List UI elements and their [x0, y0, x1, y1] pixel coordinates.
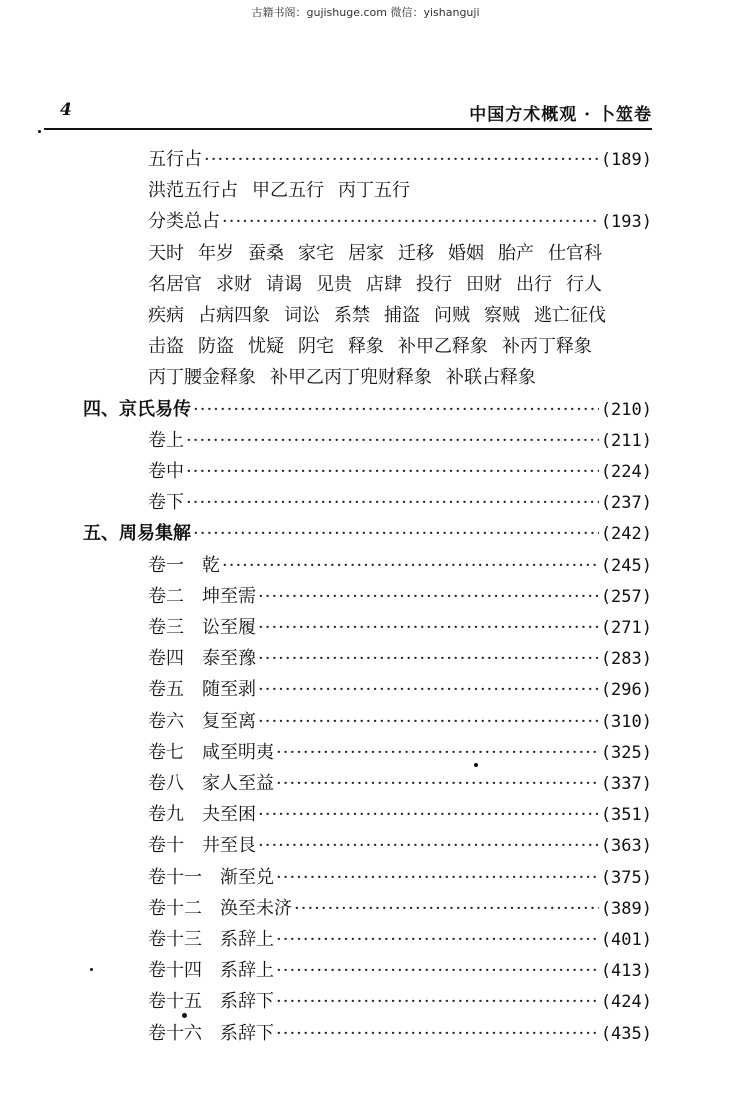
toc-entry-label: 卷四 泰至豫 [148, 648, 256, 670]
toc-subtopic: 出行 [516, 273, 552, 295]
toc-entry-label: 卷下 [148, 492, 184, 514]
toc-line [0, 145, 731, 175]
toc-subtopic: 逃亡征伐 [534, 305, 606, 326]
dot-leader [186, 430, 599, 451]
dot-leader [258, 835, 599, 856]
toc-page-number: (401) [600, 930, 652, 950]
toc-entry[interactable] [148, 863, 652, 889]
dot-leader [276, 991, 599, 1012]
toc-entry-label: 卷九 夬至困 [148, 804, 256, 826]
toc-line [0, 270, 731, 300]
dot-leader [276, 929, 599, 950]
toc-subtopic: 仕官科 [548, 242, 602, 264]
toc-subtopic: 婚姻 [448, 242, 484, 264]
toc-entry-label: 卷十五 系辞下 [148, 991, 274, 1013]
dot-leader [258, 586, 599, 607]
toc-page-number: (310) [600, 711, 652, 732]
toc-subtopic: 忧疑 [248, 336, 284, 358]
toc-page-number: (193) [600, 212, 652, 233]
dot-leader [276, 742, 599, 763]
toc-page-number: (296) [600, 680, 652, 701]
toc-entry-label: 卷十三 系辞上 [148, 929, 274, 950]
toc-line [0, 551, 731, 581]
toc-line [0, 675, 731, 705]
dot-leader [258, 648, 599, 669]
toc-entry-label: 卷七 咸至明夷 [148, 741, 274, 763]
toc-entry[interactable] [148, 800, 652, 826]
toc-entry-label: 卷八 家人至益 [148, 773, 274, 794]
toc-entry-label: 卷六 复至离 [148, 710, 256, 732]
toc-entry-label: 四、京氏易传 [83, 398, 191, 420]
scan-speck [182, 1013, 187, 1018]
toc-entry-label: 卷中 [148, 461, 184, 482]
toc-subtopic: 投行 [416, 273, 452, 295]
toc-subtopic: 丙丁腰金释象 [148, 367, 256, 389]
dot-leader [186, 492, 599, 513]
toc-line [0, 800, 731, 830]
dot-leader [258, 617, 599, 638]
toc-subtopic: 释象 [348, 336, 384, 358]
toc-subtopic: 田财 [466, 273, 502, 295]
toc-page-number: (237) [600, 493, 652, 514]
toc-entry-label: 卷十一 渐至兑 [148, 866, 274, 888]
toc-line [0, 488, 731, 518]
toc-subtopic: 迁移 [398, 242, 434, 264]
toc-subtopic: 丙丁五行 [338, 180, 410, 202]
dot-leader [258, 711, 599, 732]
toc-subtopic: 家宅 [298, 242, 334, 264]
toc-line [0, 207, 731, 237]
toc-entry[interactable] [148, 707, 652, 733]
scan-speck [38, 130, 41, 133]
toc-subtopic: 甲乙五行 [252, 180, 324, 202]
dot-leader [204, 149, 599, 170]
toc-entry-label: 五行占 [148, 149, 202, 170]
dot-leader [186, 461, 599, 482]
toc-subtopics [148, 332, 606, 358]
toc-page-number: (283) [600, 649, 652, 670]
toc-entry-label: 五、周易集解 [83, 523, 191, 545]
toc-page-number: (413) [600, 961, 652, 982]
toc-page-number: (189) [600, 150, 652, 170]
toc-subtopics [148, 270, 616, 296]
toc-entry[interactable] [148, 831, 652, 857]
toc-entry[interactable] [148, 145, 652, 171]
toc-page-number: (257) [600, 586, 652, 607]
toc-line [0, 987, 731, 1017]
toc-line [0, 863, 731, 893]
toc-page-number: (389) [600, 898, 652, 919]
toc-entry[interactable] [148, 769, 652, 795]
toc-section-entry[interactable] [83, 519, 652, 545]
watermark-text: 古籍书阁：gujishuge.com 微信：yishanguji [251, 6, 480, 19]
toc-subtopic: 请谒 [266, 273, 302, 295]
toc-subtopics [148, 176, 424, 202]
toc-subtopic: 求财 [216, 273, 252, 295]
toc-entry-label: 卷十六 系辞下 [148, 1022, 274, 1044]
toc-line [0, 707, 731, 737]
toc-entry[interactable] [148, 1019, 652, 1045]
toc-page-number: (337) [600, 774, 652, 794]
toc-entry-label: 卷三 讼至履 [148, 617, 256, 638]
toc-subtopic: 补甲乙释象 [398, 336, 488, 358]
toc-subtopic: 天时 [148, 242, 184, 264]
toc-subtopic: 年岁 [198, 242, 234, 264]
toc-subtopics [148, 239, 616, 265]
toc-entry-label: 卷十 井至艮 [148, 835, 256, 857]
toc-entry-label: 卷上 [148, 429, 184, 451]
toc-entry-label: 分类总占 [148, 211, 220, 233]
toc-page-number: (424) [600, 992, 652, 1013]
toc-entry[interactable] [148, 644, 652, 670]
toc-line [0, 831, 731, 861]
toc-subtopic: 胎产 [498, 242, 534, 264]
toc-line [0, 363, 731, 393]
scan-speck [90, 968, 93, 971]
toc-subtopic: 问贼 [434, 305, 470, 326]
toc-entry-label: 卷二 坤至需 [148, 585, 256, 607]
dot-leader [193, 399, 599, 420]
toc-line [0, 332, 731, 362]
toc-subtopic: 词讼 [284, 305, 320, 326]
toc-page-number: (435) [600, 1023, 652, 1044]
toc-entry-label: 卷十二 涣至未济 [148, 897, 292, 919]
toc-page-number: (210) [600, 399, 652, 420]
page-number: 4 [60, 100, 72, 120]
toc-subtopic: 防盗 [198, 336, 234, 358]
toc-entry-label: 卷十四 系辞上 [148, 960, 274, 982]
toc-page-number: (224) [600, 462, 652, 482]
toc-subtopic: 察贼 [484, 305, 520, 326]
dot-leader [258, 804, 599, 825]
toc-page-number: (325) [600, 742, 652, 763]
toc-subtopic: 补丙丁释象 [502, 336, 592, 358]
toc-line [0, 738, 731, 768]
toc-line [0, 925, 731, 955]
toc-line [0, 644, 731, 674]
toc-entry[interactable] [148, 488, 652, 514]
toc-line [0, 457, 731, 487]
dot-leader [276, 1023, 599, 1044]
toc-line [0, 956, 731, 986]
toc-entry[interactable] [148, 426, 652, 452]
toc-subtopics [148, 363, 550, 389]
toc-entry[interactable] [148, 457, 652, 483]
toc-subtopic: 系禁 [334, 305, 370, 326]
dot-leader [222, 555, 599, 576]
toc-line [0, 1019, 731, 1049]
toc-entry-label: 卷一 乾 [148, 554, 220, 576]
toc-entry[interactable] [148, 925, 652, 951]
toc-subtopic: 击盗 [148, 336, 184, 358]
toc-entry[interactable] [148, 613, 652, 639]
toc-subtopic: 见贵 [316, 273, 352, 295]
toc-line [0, 426, 731, 456]
toc-page-number: (245) [600, 555, 652, 576]
toc-subtopic: 补联占释象 [446, 367, 536, 389]
toc-line [0, 613, 731, 643]
toc-line [0, 176, 731, 206]
toc-subtopic: 疾病 [148, 305, 184, 326]
toc-section-entry[interactable] [83, 395, 652, 421]
toc-line [0, 769, 731, 799]
toc-entry[interactable] [148, 582, 652, 608]
toc-line [0, 519, 731, 549]
toc-page-number: (375) [600, 867, 652, 888]
running-header [60, 100, 652, 126]
toc-line [0, 239, 731, 269]
running-title: 中国方术概观 · 卜筮卷 [469, 105, 652, 125]
dot-leader [276, 960, 599, 981]
toc-subtopics [148, 301, 620, 327]
toc-subtopic: 补甲乙丙丁兜财释象 [270, 367, 432, 389]
toc-subtopic: 捕盗 [384, 305, 420, 326]
toc-line [0, 395, 731, 425]
toc-entry[interactable] [148, 675, 652, 701]
toc-entry[interactable] [148, 987, 652, 1013]
toc-page-number: (242) [600, 524, 652, 545]
toc-entry[interactable] [148, 738, 652, 764]
toc-subtopic: 阴宅 [298, 336, 334, 358]
toc-subtopic: 居家 [348, 242, 384, 264]
toc-entry[interactable] [148, 956, 652, 982]
dot-leader [193, 523, 599, 544]
dot-leader [222, 211, 599, 232]
toc-subtopic: 店肆 [366, 273, 402, 295]
toc-subtopic: 蚕桑 [248, 242, 284, 264]
toc-line [0, 301, 731, 331]
dot-leader [276, 773, 599, 794]
toc-subtopic: 行人 [566, 273, 602, 295]
scan-speck [474, 763, 478, 767]
dot-leader [276, 867, 599, 888]
toc-page-number: (271) [600, 618, 652, 638]
toc-subtopic: 名居官 [148, 273, 202, 295]
dot-leader [294, 898, 599, 919]
toc-entry[interactable] [148, 894, 652, 920]
toc-page-number: (351) [600, 805, 652, 826]
dot-leader [258, 679, 599, 700]
toc-subtopic: 洪范五行占 [148, 180, 238, 202]
toc-entry[interactable] [148, 551, 652, 577]
toc-line [0, 582, 731, 612]
toc-line [0, 894, 731, 924]
toc-page-number: (363) [600, 836, 652, 857]
toc-entry-label: 卷五 随至剥 [148, 679, 256, 701]
toc-page-number: (211) [600, 430, 652, 451]
header-rule [44, 128, 652, 130]
toc-subtopic: 占病四象 [198, 305, 270, 326]
toc-entry[interactable] [148, 207, 652, 233]
